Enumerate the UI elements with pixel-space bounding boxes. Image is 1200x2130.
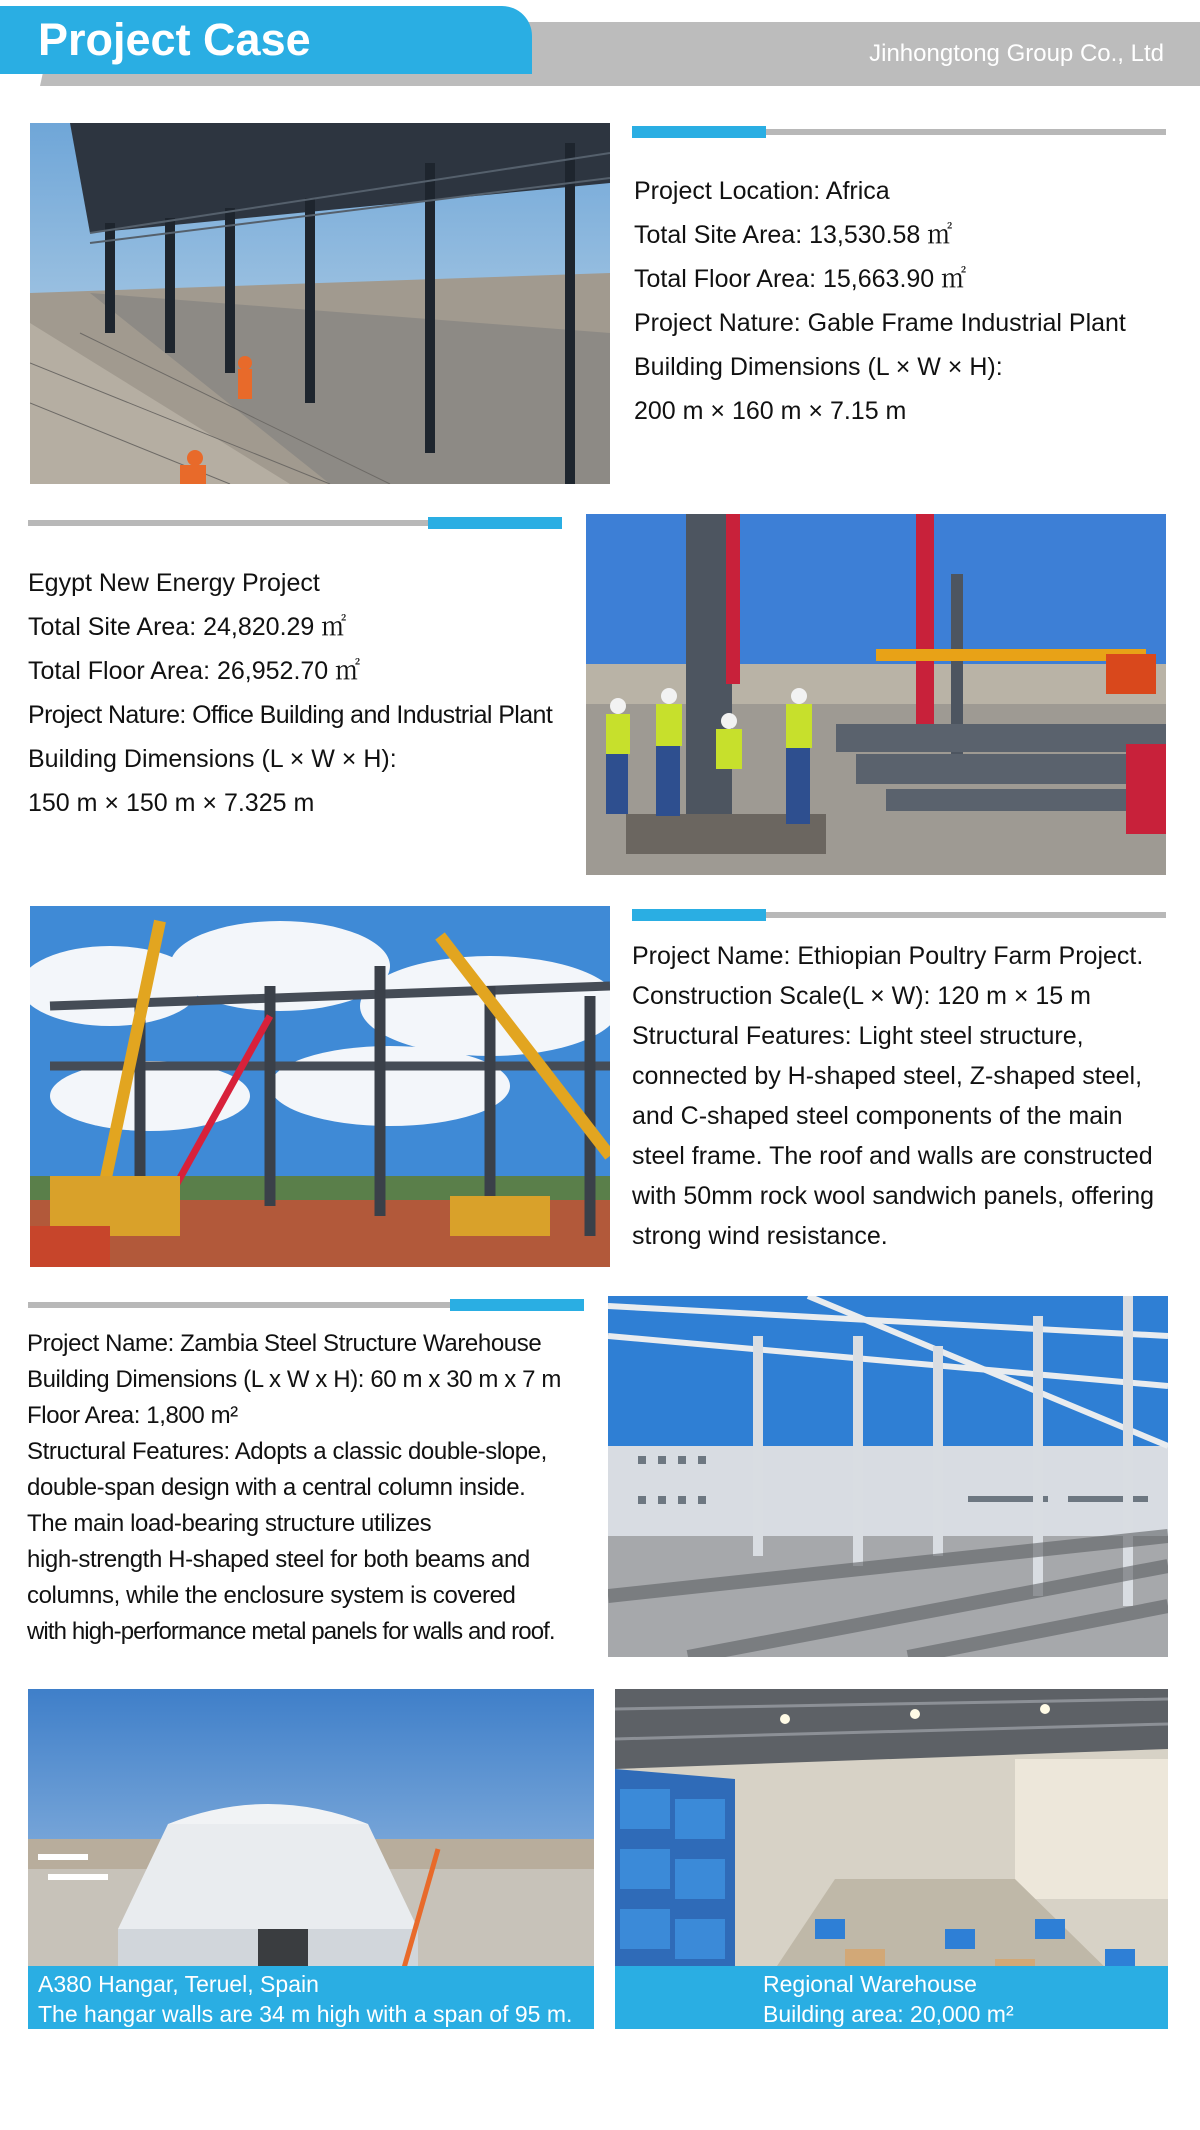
- gallery-2-subtitle: Building area: 20,000 m²: [763, 2001, 1014, 2027]
- project-4-line: Structural Features: Adopts a classic double-slope,: [27, 1438, 547, 1465]
- gallery-1-subtitle: The hangar walls are 34 m high with a span of 95 m.: [38, 2001, 573, 2027]
- page-title: Project Case: [38, 14, 311, 65]
- project-4-line: Project Name: Zambia Steel Structure Warehouse: [27, 1330, 542, 1357]
- project-1-line: Project Nature: Gable Frame Industrial Plant: [634, 309, 1126, 337]
- project-4-line: high-strength H-shaped steel for both beams and: [27, 1546, 530, 1573]
- project-4-line: columns, while the enclosure system is covered: [27, 1582, 516, 1609]
- project-1-line: Building Dimensions (L × W × H):: [634, 353, 1003, 381]
- project-2-line: Total Floor Area: 26,952.70 ㎡: [28, 657, 361, 685]
- project-2-line: 150 m × 150 m × 7.325 m: [28, 789, 315, 817]
- project-2-line: Building Dimensions (L × W × H):: [28, 745, 397, 773]
- company-name: Jinhongtong Group Co., Ltd: [869, 40, 1164, 67]
- project-4-line: double-span design with a central column inside.: [27, 1474, 526, 1501]
- project-1-line: Project Location: Africa: [634, 177, 890, 205]
- project-2-accent-bar: [28, 517, 562, 529]
- project-3-line: Construction Scale(L × W): 120 m × 15 m: [632, 982, 1091, 1010]
- project-1-line: Total Site Area: 13,530.58 ㎡: [634, 221, 953, 249]
- gallery-1-caption: [28, 1966, 594, 2029]
- project-3-line: Project Name: Ethiopian Poultry Farm Project.: [632, 942, 1144, 970]
- project-4-details: [27, 1326, 561, 1650]
- project-3-details: [632, 936, 1154, 1256]
- project-3-line: with 50mm rock wool sandwich panels, offering: [632, 1182, 1155, 1210]
- gallery-2-title: Regional Warehouse: [763, 1971, 977, 1997]
- gallery-1-title: A380 Hangar, Teruel, Spain: [38, 1971, 319, 1997]
- project-1-line: 200 m × 160 m × 7.15 m: [634, 397, 907, 425]
- project-1-accent-bar: [632, 126, 1166, 138]
- project-4-line: Building Dimensions (L x W x H): 60 m x 30 m x 7 m: [27, 1366, 561, 1393]
- project-2-line: Egypt New Energy Project: [28, 569, 320, 597]
- project-2-details: [28, 561, 552, 825]
- gallery-2-caption: [615, 1966, 1168, 2029]
- project-2-line: Total Site Area: 24,820.29 ㎡: [28, 613, 347, 641]
- project-1-details: [634, 169, 1126, 433]
- project-3-accent-bar: [632, 909, 1166, 921]
- project-3-photo: [30, 906, 610, 1267]
- project-4-line: Floor Area: 1,800 m²: [27, 1402, 238, 1429]
- project-3-line: Structural Features: Light steel structure,: [632, 1022, 1084, 1050]
- project-3-line: steel frame. The roof and walls are constructed: [632, 1142, 1153, 1170]
- project-1-line: Total Floor Area: 15,663.90 ㎡: [634, 265, 967, 293]
- project-4-line: with high-performance metal panels for walls and roof.: [27, 1618, 555, 1645]
- project-1-photo: [30, 123, 610, 484]
- project-4-line: The main load-bearing structure utilizes: [27, 1510, 432, 1537]
- project-3-line: and C-shaped steel components of the main: [632, 1102, 1123, 1130]
- project-4-photo: [608, 1296, 1168, 1657]
- project-3-line: connected by H-shaped steel, Z-shaped steel,: [632, 1062, 1143, 1090]
- project-2-photo: [586, 514, 1166, 875]
- project-3-line: strong wind resistance.: [632, 1222, 888, 1250]
- project-2-line: Project Nature: Office Building and Industrial Plant: [28, 701, 553, 729]
- project-4-accent-bar: [28, 1299, 584, 1311]
